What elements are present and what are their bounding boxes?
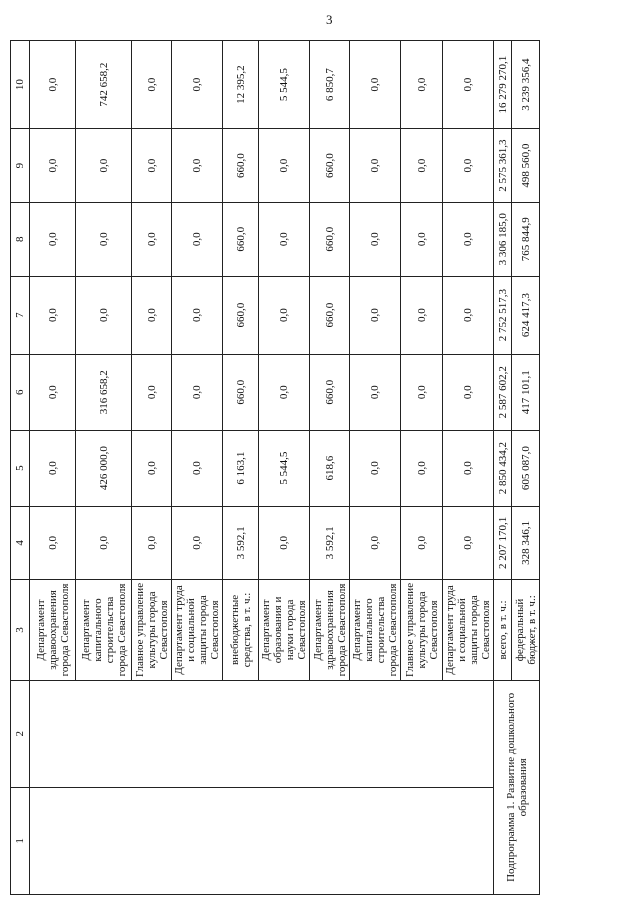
- table-row: [494, 41, 512, 895]
- column-number: 3: [11, 580, 30, 680]
- row-label: Департамент труда и социальной защиты города Севастополя: [172, 580, 223, 680]
- value-cell: 0,0: [172, 276, 223, 354]
- column-number: 10: [11, 41, 30, 129]
- value-cell: 0,0: [132, 354, 172, 430]
- value-cell: 2 752 517,3: [494, 276, 512, 354]
- value-cell: 5 544,5: [259, 430, 310, 506]
- value-cell: 417 101,1: [512, 354, 540, 430]
- value-cell: 660,0: [223, 202, 259, 276]
- value-cell: 660,0: [223, 129, 259, 203]
- value-cell: 0,0: [350, 354, 401, 430]
- value-cell: 0,0: [259, 354, 310, 430]
- value-cell: 0,0: [350, 506, 401, 580]
- value-cell: 0,0: [76, 129, 132, 203]
- value-cell: 2 587 602,2: [494, 354, 512, 430]
- row-label: Департамент труда и социальной защиты города Севастополя: [443, 580, 494, 680]
- value-cell: 3 306 185,0: [494, 202, 512, 276]
- column-number: 2: [11, 680, 30, 787]
- value-cell: 0,0: [350, 430, 401, 506]
- value-cell: 0,0: [172, 129, 223, 203]
- value-cell: 316 658,2: [76, 354, 132, 430]
- column-number: 4: [11, 506, 30, 580]
- rotated-table-wrapper: [10, 40, 538, 895]
- value-cell: 3 592,1: [223, 506, 259, 580]
- value-cell: 0,0: [30, 506, 76, 580]
- value-cell: 0,0: [172, 354, 223, 430]
- value-cell: 6 850,7: [310, 41, 350, 129]
- value-cell: 0,0: [443, 430, 494, 506]
- value-cell: 6 163,1: [223, 430, 259, 506]
- value-cell: 328 346,1: [512, 506, 540, 580]
- value-cell: 0,0: [401, 276, 443, 354]
- value-cell: 0,0: [30, 202, 76, 276]
- value-cell: 0,0: [76, 202, 132, 276]
- column-number: 9: [11, 129, 30, 203]
- value-cell: 5 544,5: [259, 41, 310, 129]
- value-cell: 660,0: [223, 276, 259, 354]
- value-cell: 742 658,2: [76, 41, 132, 129]
- value-cell: 426 000,0: [76, 430, 132, 506]
- column-number: 1: [11, 787, 30, 894]
- value-cell: 605 087,0: [512, 430, 540, 506]
- value-cell: 0,0: [30, 430, 76, 506]
- value-cell: 0,0: [350, 129, 401, 203]
- value-cell: 0,0: [132, 276, 172, 354]
- value-cell: 660,0: [310, 354, 350, 430]
- row-label: Главное управление культуры города Севастополя: [132, 580, 172, 680]
- row-label: Департамент здравоохранения города Севастополя: [310, 580, 350, 680]
- page-number: 3: [326, 12, 333, 27]
- value-cell: 0,0: [172, 41, 223, 129]
- value-cell: 2 575 361,3: [494, 129, 512, 203]
- value-cell: 498 560,0: [512, 129, 540, 203]
- value-cell: 0,0: [401, 41, 443, 129]
- value-cell: 0,0: [401, 129, 443, 203]
- value-cell: 2 207 170,1: [494, 506, 512, 580]
- column-2-cell: [30, 680, 494, 787]
- value-cell: 0,0: [30, 41, 76, 129]
- value-cell: 3 592,1: [310, 506, 350, 580]
- value-cell: 2 850 434,2: [494, 430, 512, 506]
- column-number: 6: [11, 354, 30, 430]
- value-cell: 0,0: [443, 354, 494, 430]
- value-cell: 618,6: [310, 430, 350, 506]
- row-label: Главное управление культуры города Севастополя: [401, 580, 443, 680]
- value-cell: 12 395,2: [223, 41, 259, 129]
- value-cell: 0,0: [172, 430, 223, 506]
- column-number: 7: [11, 276, 30, 354]
- value-cell: 3 239 356,4: [512, 41, 540, 129]
- value-cell: 0,0: [259, 276, 310, 354]
- value-cell: 765 844,9: [512, 202, 540, 276]
- subprogram-title: Подпрограмма 1. Развитие дошкольного образования: [494, 680, 540, 894]
- value-cell: 0,0: [350, 41, 401, 129]
- budget-table: [10, 40, 540, 895]
- value-cell: 0,0: [30, 354, 76, 430]
- row-label: федеральный бюджет, в т. ч.:: [512, 580, 540, 680]
- value-cell: 0,0: [443, 202, 494, 276]
- column-number: 5: [11, 430, 30, 506]
- value-cell: 0,0: [259, 506, 310, 580]
- value-cell: 660,0: [223, 354, 259, 430]
- value-cell: 16 279 270,1: [494, 41, 512, 129]
- row-label: Департамент капитального строительства города Севастополя: [76, 580, 132, 680]
- row-label: Департамент капитального строительства города Севастополя: [350, 580, 401, 680]
- row-label: Департамент образования и науки города Севастополя: [259, 580, 310, 680]
- value-cell: 0,0: [259, 129, 310, 203]
- value-cell: 0,0: [132, 129, 172, 203]
- value-cell: 0,0: [401, 202, 443, 276]
- value-cell: 660,0: [310, 276, 350, 354]
- value-cell: 0,0: [443, 276, 494, 354]
- row-label: всего, в т. ч.:: [494, 580, 512, 680]
- value-cell: 660,0: [310, 202, 350, 276]
- value-cell: 0,0: [401, 354, 443, 430]
- value-cell: 0,0: [401, 430, 443, 506]
- value-cell: 0,0: [350, 276, 401, 354]
- value-cell: 0,0: [132, 506, 172, 580]
- value-cell: 0,0: [443, 41, 494, 129]
- value-cell: 0,0: [172, 506, 223, 580]
- column-number-row: [11, 41, 30, 895]
- value-cell: 0,0: [443, 506, 494, 580]
- value-cell: 0,0: [443, 129, 494, 203]
- value-cell: 0,0: [350, 202, 401, 276]
- value-cell: 624 417,3: [512, 276, 540, 354]
- value-cell: 0,0: [401, 506, 443, 580]
- value-cell: 0,0: [132, 202, 172, 276]
- column-number: 8: [11, 202, 30, 276]
- column-1-cell: [30, 787, 494, 894]
- value-cell: 0,0: [172, 202, 223, 276]
- value-cell: 0,0: [132, 430, 172, 506]
- row-label: внебюджетные средства, в т. ч.:: [223, 580, 259, 680]
- row-label: Департамент здравоохранения города Севастополя: [30, 580, 76, 680]
- value-cell: 0,0: [30, 276, 76, 354]
- value-cell: 660,0: [310, 129, 350, 203]
- value-cell: 0,0: [259, 202, 310, 276]
- value-cell: 0,0: [132, 41, 172, 129]
- value-cell: 0,0: [76, 506, 132, 580]
- value-cell: 0,0: [30, 129, 76, 203]
- table-row: [30, 41, 76, 895]
- value-cell: 0,0: [76, 276, 132, 354]
